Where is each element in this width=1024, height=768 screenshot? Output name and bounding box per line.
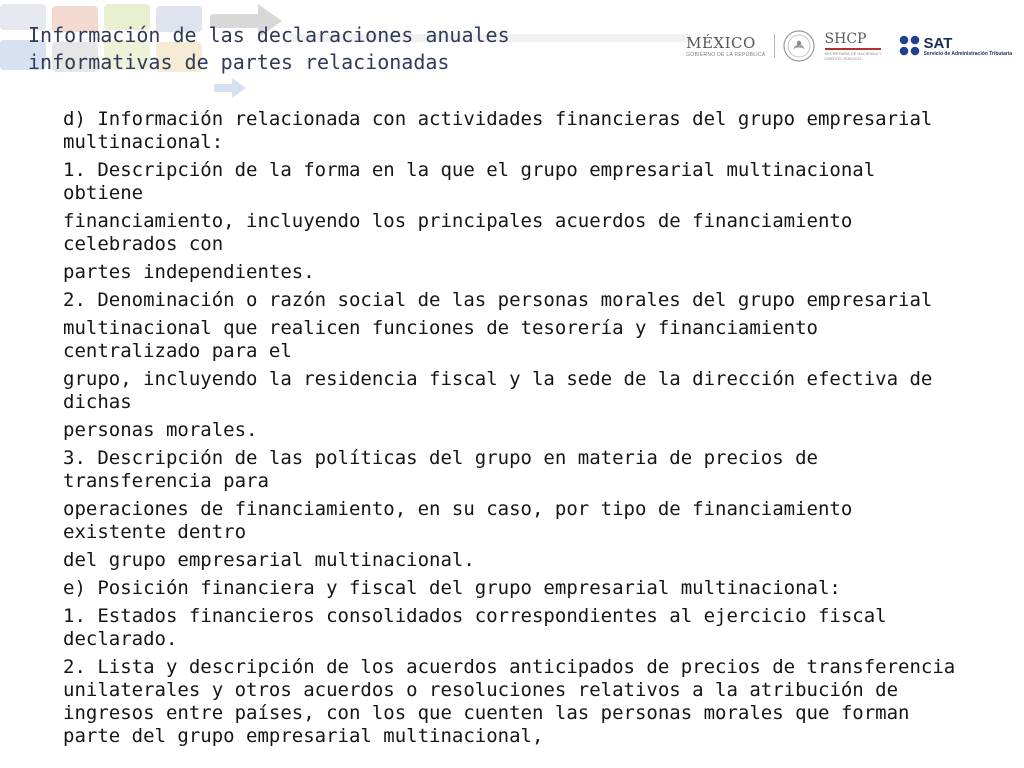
shcp-logo-bar — [825, 48, 881, 50]
item-d1-line-2: financiamiento, incluyendo los principales acuerdos de financiamiento celebrados con — [63, 210, 853, 255]
page-title-line-2: informativas de partes relacionadas — [28, 50, 450, 74]
item-d3-line-2: operaciones de financiamiento, en su caso, por tipo de financiamiento existente dentro — [63, 498, 853, 543]
item-d1-line-3: partes independientes. — [63, 261, 315, 283]
section-e-heading: e) Posición financiera y fiscal del grupo empresarial multinacional: — [63, 577, 841, 599]
government-logos — [686, 26, 1012, 66]
page-title-line-1: Información de las declaraciones anuales — [28, 23, 510, 47]
item-d2-line-4: personas morales. — [63, 419, 258, 441]
shcp-logo — [825, 31, 885, 61]
item-d2-line-2: multinacional que realicen funciones de tesorería y financiamiento centralizado para el — [63, 317, 818, 362]
item-d3-line-1: 3. Descripción de las políticas del grupo en materia de precios de transferencia para — [63, 447, 818, 492]
sat-logo-text: SAT — [923, 34, 953, 52]
item-d3-line-3: del grupo empresarial multinacional. — [63, 549, 475, 571]
item-d2-line-3: grupo, incluyendo la residencia fiscal y la sede de la dirección efectiva de dichas — [63, 368, 933, 413]
mexico-logo-text: MÉXICO — [686, 34, 756, 52]
sat-logo-subtext: Servicio de Administración Tributaria — [923, 50, 1012, 57]
sat-logo — [899, 35, 1012, 57]
item-d2-line-1: 2. Denominación o razón social de las personas morales del grupo empresarial — [63, 289, 933, 311]
slide-header — [0, 0, 1024, 100]
page-title — [28, 22, 510, 76]
mexico-logo-subtext: GOBIERNO DE LA REPÚBLICA — [686, 52, 766, 58]
sat-dots-icon — [899, 35, 921, 57]
section-d-heading: d) Información relacionada con actividades financieras del grupo empresarial multinacional: — [63, 108, 933, 153]
shcp-logo-subtext: SECRETARÍA DE HACIENDA Y CRÉDITO PÚBLICO — [824, 51, 882, 61]
item-e1: 1. Estados financieros consolidados correspondientes al ejercicio fiscal declarado. — [63, 605, 887, 650]
slide-body — [63, 108, 963, 753]
item-e2: 2. Lista y descripción de los acuerdos anticipados de precios de transferencia unilaterales y otros acuerdos o resoluciones relativos a la atribución de ingresos entre países, con los que cuenten las personas morales que forman parte del grupo empresarial multinacional, — [63, 656, 956, 747]
mexico-logo — [686, 34, 774, 58]
national-seal-icon — [783, 30, 815, 62]
item-d1-line-1: 1. Descripción de la forma en la que el grupo empresarial multinacional obtiene — [63, 159, 876, 204]
shcp-logo-text: SHCP — [824, 31, 867, 47]
